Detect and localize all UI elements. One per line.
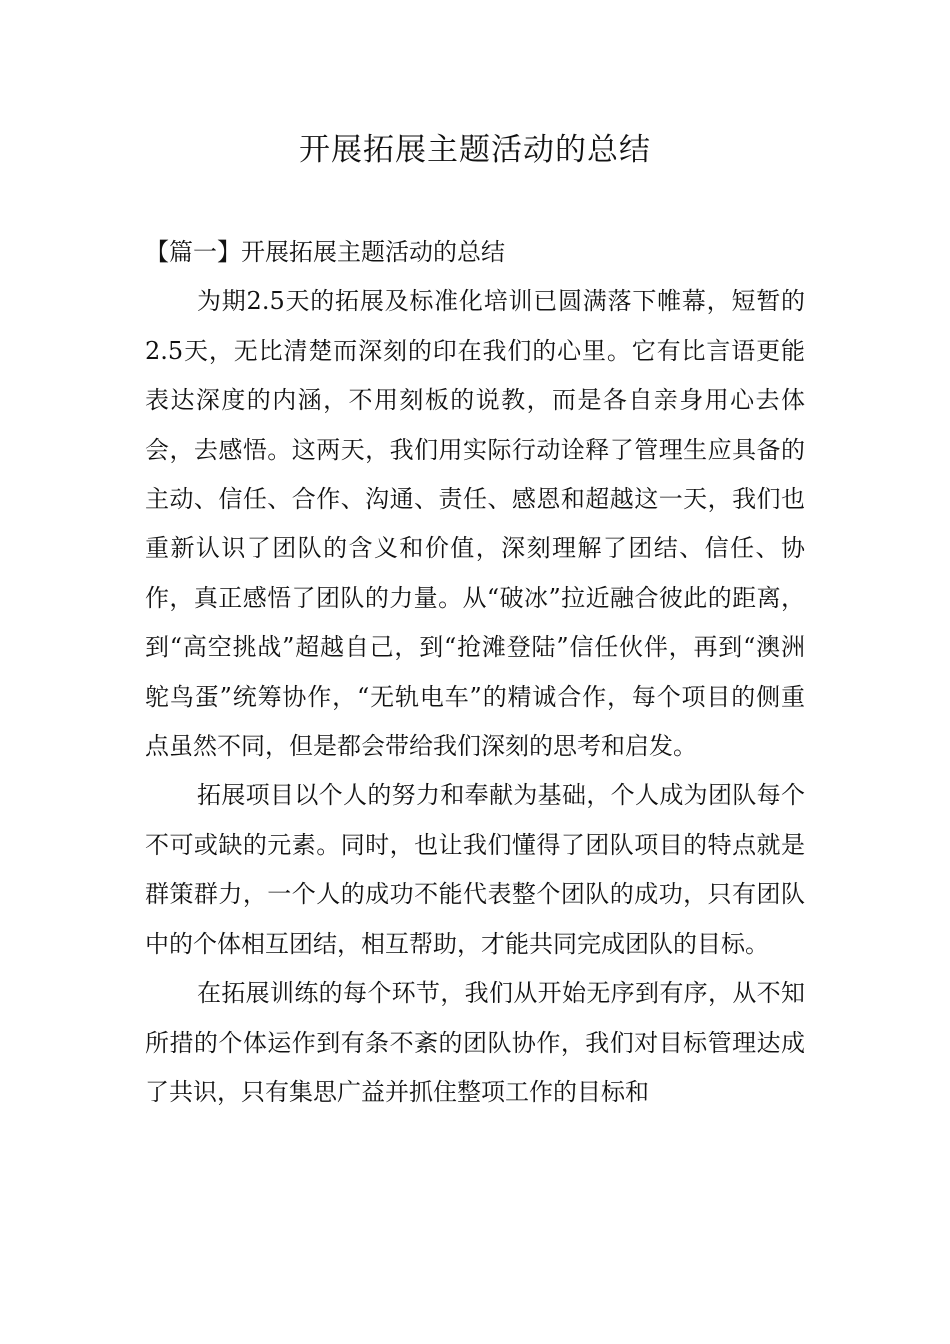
paragraph-1: 为期2.5天的拓展及标准化培训已圆满落下帷幕，短暂的2.5天，无比清楚而深刻的印在我们的心里。它有比言语更能表达深度的内涵，不用刻板的说教，而是各自亲身用心去体会，去感悟。这两天，我们用实际行动诠释了管理生应具备的主动、信任、合作、沟通、责任、感恩和超越这一天，我们也重新认识了团队的含义和价值，深刻理解了团结、信任、协作，真正感悟了团队的力量。从“破冰”拉近融合彼此的距离，到“高空挑战”超越自己，到“抢滩登陆”信任伙伴，再到“澳洲鸵鸟蛋”统筹协作，“无轨电车”的精诚合作，每个项目的侧重点虽然不同，但是都会带给我们深刻的思考和启发。 bbox=[145, 287, 805, 761]
paragraph-3: 在拓展训练的每个环节，我们从开始无序到有序，从不知所措的个体运作到有条不紊的团队协作，我们对目标管理达成了共识，只有集思广益并抓住整项工作的目标和 bbox=[145, 979, 805, 1106]
document-title: 开展拓展主题活动的总结 bbox=[299, 132, 651, 168]
document-body bbox=[145, 228, 805, 1117]
paragraph-2: 拓展项目以个人的努力和奉献为基础，个人成为团队每个不可或缺的元素。同时，也让我们懂得了团队项目的特点就是群策群力，一个人的成功不能代表整个团队的成功，只有团队中的个体相互团结，相互帮助，才能共同完成团队的目标。 bbox=[145, 781, 805, 958]
section-heading: 【篇一】开展拓展主题活动的总结 bbox=[145, 238, 505, 266]
